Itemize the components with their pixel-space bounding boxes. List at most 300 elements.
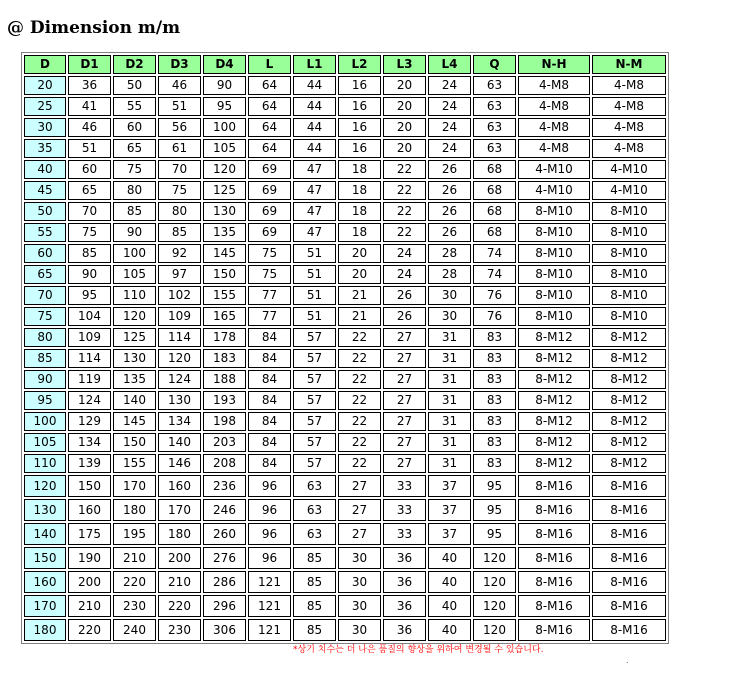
table-cell: 120	[473, 595, 516, 617]
table-cell: 36	[383, 619, 426, 641]
column-header-q: Q	[473, 55, 516, 74]
column-header-d2: D2	[113, 55, 156, 74]
table-cell: 203	[203, 433, 246, 452]
table-cell: 46	[158, 76, 201, 95]
table-cell: 120	[203, 160, 246, 179]
table-cell: 8-M16	[592, 571, 666, 593]
table-cell: 140	[113, 391, 156, 410]
table-cell: 16	[338, 76, 381, 95]
table-cell: 33	[383, 499, 426, 521]
table-cell: 8-M12	[518, 454, 590, 473]
table-cell: 24	[428, 97, 471, 116]
table-cell: 37	[428, 475, 471, 497]
table-cell: 36	[383, 547, 426, 569]
table-cell: 135	[203, 223, 246, 242]
table-cell: 63	[293, 523, 336, 545]
table-cell: 110	[113, 286, 156, 305]
table-cell: 120	[158, 349, 201, 368]
table-cell: 22	[338, 328, 381, 347]
table-cell: 8-M10	[592, 223, 666, 242]
table-cell: 8-M16	[592, 547, 666, 569]
table-cell: 100	[203, 118, 246, 137]
diameter-cell: 30	[24, 118, 66, 137]
column-header-l1: L1	[293, 55, 336, 74]
table-cell: 56	[158, 118, 201, 137]
table-cell: 84	[248, 454, 291, 473]
table-cell: 41	[68, 97, 111, 116]
diameter-cell: 120	[24, 475, 66, 497]
table-cell: 145	[203, 244, 246, 263]
diameter-cell: 65	[24, 265, 66, 284]
table-cell: 188	[203, 370, 246, 389]
table-cell: 20	[383, 139, 426, 158]
table-cell: 4-M8	[518, 76, 590, 95]
table-cell: 31	[428, 412, 471, 431]
diameter-cell: 90	[24, 370, 66, 389]
table-cell: 22	[338, 433, 381, 452]
table-cell: 220	[113, 571, 156, 593]
table-cell: 40	[428, 547, 471, 569]
table-cell: 47	[293, 181, 336, 200]
table-cell: 44	[293, 76, 336, 95]
table-cell: 57	[293, 412, 336, 431]
table-cell: 4-M8	[592, 97, 666, 116]
table-cell: 95	[203, 97, 246, 116]
table-cell: 95	[473, 499, 516, 521]
table-cell: 85	[293, 571, 336, 593]
table-cell: 51	[293, 286, 336, 305]
table-cell: 104	[68, 307, 111, 326]
table-cell: 210	[158, 571, 201, 593]
table-cell: 26	[428, 223, 471, 242]
table-cell: 85	[293, 547, 336, 569]
table-cell: 83	[473, 454, 516, 473]
table-cell: 178	[203, 328, 246, 347]
table-row	[24, 475, 666, 497]
table-cell: 24	[383, 244, 426, 263]
page-title: @ Dimension m/m	[7, 18, 181, 38]
table-cell: 8-M10	[518, 286, 590, 305]
table-cell: 20	[383, 97, 426, 116]
table-cell: 28	[428, 265, 471, 284]
table-cell: 64	[248, 139, 291, 158]
table-cell: 121	[248, 571, 291, 593]
table-cell: 77	[248, 307, 291, 326]
table-cell: 180	[113, 499, 156, 521]
table-cell: 84	[248, 391, 291, 410]
table-cell: 63	[473, 139, 516, 158]
table-cell: 57	[293, 370, 336, 389]
table-cell: 84	[248, 433, 291, 452]
diameter-cell: 170	[24, 595, 66, 617]
table-cell: 50	[113, 76, 156, 95]
table-cell: 95	[473, 475, 516, 497]
table-cell: 160	[158, 475, 201, 497]
table-row	[24, 181, 666, 200]
table-cell: 8-M10	[592, 202, 666, 221]
table-cell: 90	[203, 76, 246, 95]
table-cell: 150	[203, 265, 246, 284]
table-cell: 175	[68, 523, 111, 545]
table-cell: 20	[383, 76, 426, 95]
table-cell: 16	[338, 139, 381, 158]
table-cell: 64	[248, 97, 291, 116]
table-cell: 80	[158, 202, 201, 221]
table-cell: 74	[473, 244, 516, 263]
table-cell: 8-M10	[592, 265, 666, 284]
diameter-cell: 105	[24, 433, 66, 452]
table-cell: 57	[293, 349, 336, 368]
table-cell: 8-M12	[592, 433, 666, 452]
table-cell: 83	[473, 370, 516, 389]
table-cell: 8-M16	[518, 571, 590, 593]
table-body	[24, 76, 666, 641]
table-cell: 63	[293, 499, 336, 521]
table-cell: 8-M16	[518, 523, 590, 545]
table-cell: 22	[383, 223, 426, 242]
table-cell: 26	[428, 160, 471, 179]
table-cell: 57	[293, 454, 336, 473]
table-cell: 21	[338, 307, 381, 326]
column-header-d3: D3	[158, 55, 201, 74]
table-cell: 24	[428, 139, 471, 158]
table-cell: 170	[158, 499, 201, 521]
table-cell: 22	[383, 181, 426, 200]
table-cell: 124	[158, 370, 201, 389]
table-row	[24, 571, 666, 593]
table-cell: 165	[203, 307, 246, 326]
table-cell: 80	[113, 181, 156, 200]
table-cell: 51	[293, 265, 336, 284]
table-cell: 125	[203, 181, 246, 200]
diameter-cell: 150	[24, 547, 66, 569]
diameter-cell: 140	[24, 523, 66, 545]
table-cell: 60	[68, 160, 111, 179]
table-cell: 26	[428, 181, 471, 200]
table-cell: 8-M12	[592, 349, 666, 368]
table-cell: 68	[473, 223, 516, 242]
diameter-cell: 25	[24, 97, 66, 116]
table-cell: 85	[113, 202, 156, 221]
table-cell: 4-M8	[592, 76, 666, 95]
table-cell: 120	[113, 307, 156, 326]
table-cell: 26	[428, 202, 471, 221]
table-cell: 150	[68, 475, 111, 497]
table-row	[24, 433, 666, 452]
table-row	[24, 499, 666, 521]
table-cell: 8-M16	[518, 547, 590, 569]
table-cell: 8-M16	[592, 595, 666, 617]
diameter-cell: 75	[24, 307, 66, 326]
table-cell: 36	[68, 76, 111, 95]
table-row	[24, 412, 666, 431]
table-cell: 22	[338, 349, 381, 368]
table-cell: 47	[293, 160, 336, 179]
table-cell: 30	[428, 286, 471, 305]
table-row	[24, 202, 666, 221]
table-cell: 83	[473, 349, 516, 368]
table-cell: 145	[113, 412, 156, 431]
table-cell: 4-M8	[518, 97, 590, 116]
table-cell: 18	[338, 223, 381, 242]
table-cell: 119	[68, 370, 111, 389]
diameter-cell: 110	[24, 454, 66, 473]
disclaimer-note: *상기 치수는 더 나은 품질의 향상을 위하여 변경될 수 있습니다.	[293, 645, 544, 655]
table-cell: 30	[338, 547, 381, 569]
table-cell: 37	[428, 523, 471, 545]
table-row	[24, 244, 666, 263]
table-cell: 240	[113, 619, 156, 641]
table-cell: 51	[293, 307, 336, 326]
table-cell: 69	[248, 202, 291, 221]
table-cell: 33	[383, 475, 426, 497]
table-header-row	[24, 55, 666, 74]
column-header-l: L	[248, 55, 291, 74]
table-cell: 83	[473, 328, 516, 347]
table-cell: 134	[158, 412, 201, 431]
table-cell: 31	[428, 328, 471, 347]
column-header-l2: L2	[338, 55, 381, 74]
table-cell: 24	[428, 118, 471, 137]
table-cell: 40	[428, 619, 471, 641]
table-cell: 83	[473, 433, 516, 452]
table-cell: 84	[248, 349, 291, 368]
table-cell: 4-M10	[592, 181, 666, 200]
table-cell: 44	[293, 118, 336, 137]
diameter-cell: 55	[24, 223, 66, 242]
table-cell: 180	[158, 523, 201, 545]
table-cell: 44	[293, 139, 336, 158]
table-cell: 183	[203, 349, 246, 368]
table-cell: 26	[383, 286, 426, 305]
diameter-cell: 85	[24, 349, 66, 368]
table-cell: 135	[113, 370, 156, 389]
table-row	[24, 76, 666, 95]
table-cell: 230	[158, 619, 201, 641]
table-cell: 51	[293, 244, 336, 263]
table-cell: 70	[158, 160, 201, 179]
table-cell: 8-M10	[518, 307, 590, 326]
column-header-d4: D4	[203, 55, 246, 74]
table-cell: 47	[293, 202, 336, 221]
table-cell: 77	[248, 286, 291, 305]
table-cell: 114	[158, 328, 201, 347]
table-cell: 61	[158, 139, 201, 158]
table-cell: 8-M12	[518, 328, 590, 347]
table-cell: 69	[248, 181, 291, 200]
table-cell: 16	[338, 97, 381, 116]
table-cell: 246	[203, 499, 246, 521]
table-cell: 31	[428, 433, 471, 452]
table-cell: 64	[248, 76, 291, 95]
table-row	[24, 595, 666, 617]
table-cell: 36	[383, 571, 426, 593]
table-cell: 100	[113, 244, 156, 263]
table-cell: 130	[158, 391, 201, 410]
table-cell: 24	[383, 265, 426, 284]
table-cell: 146	[158, 454, 201, 473]
table-cell: 60	[113, 118, 156, 137]
table-cell: 8-M10	[518, 244, 590, 263]
table-cell: 200	[158, 547, 201, 569]
table-cell: 8-M10	[518, 223, 590, 242]
table-row	[24, 454, 666, 473]
table-cell: 85	[68, 244, 111, 263]
table-cell: 155	[113, 454, 156, 473]
table-cell: 84	[248, 328, 291, 347]
diameter-cell: 160	[24, 571, 66, 593]
table-cell: 65	[113, 139, 156, 158]
table-cell: 8-M10	[518, 202, 590, 221]
column-header-n-h: N-H	[518, 55, 590, 74]
table-cell: 57	[293, 433, 336, 452]
diameter-cell: 100	[24, 412, 66, 431]
table-row	[24, 223, 666, 242]
table-cell: 8-M16	[592, 523, 666, 545]
table-cell: 20	[338, 244, 381, 263]
table-cell: 8-M12	[592, 370, 666, 389]
table-cell: 64	[248, 118, 291, 137]
table-cell: 22	[383, 160, 426, 179]
table-cell: 129	[68, 412, 111, 431]
table-cell: 114	[68, 349, 111, 368]
table-cell: 96	[248, 475, 291, 497]
table-cell: 8-M10	[592, 307, 666, 326]
table-cell: 84	[248, 370, 291, 389]
table-cell: 102	[158, 286, 201, 305]
table-cell: 220	[158, 595, 201, 617]
table-cell: 139	[68, 454, 111, 473]
table-cell: 200	[68, 571, 111, 593]
table-cell: 8-M16	[518, 475, 590, 497]
table-cell: 27	[383, 433, 426, 452]
table-cell: 55	[113, 97, 156, 116]
table-cell: 286	[203, 571, 246, 593]
table-cell: 4-M10	[518, 160, 590, 179]
table-cell: 20	[338, 265, 381, 284]
table-cell: 70	[68, 202, 111, 221]
table-cell: 8-M12	[592, 328, 666, 347]
diameter-cell: 40	[24, 160, 66, 179]
table-cell: 105	[203, 139, 246, 158]
table-cell: 260	[203, 523, 246, 545]
table-cell: 22	[338, 412, 381, 431]
table-row	[24, 307, 666, 326]
table-cell: 120	[473, 619, 516, 641]
table-row	[24, 139, 666, 158]
table-cell: 76	[473, 307, 516, 326]
table-cell: 63	[473, 97, 516, 116]
table-row	[24, 160, 666, 179]
table-row	[24, 265, 666, 284]
table-cell: 150	[113, 433, 156, 452]
table-cell: 24	[428, 76, 471, 95]
table-cell: 40	[428, 595, 471, 617]
diameter-cell: 180	[24, 619, 66, 641]
diameter-cell: 130	[24, 499, 66, 521]
diameter-cell: 50	[24, 202, 66, 221]
table-cell: 33	[383, 523, 426, 545]
table-cell: 121	[248, 619, 291, 641]
table-cell: 68	[473, 202, 516, 221]
table-cell: 20	[383, 118, 426, 137]
table-row	[24, 286, 666, 305]
table-cell: 63	[293, 475, 336, 497]
table-row	[24, 97, 666, 116]
table-cell: 96	[248, 523, 291, 545]
table-cell: 63	[473, 118, 516, 137]
table-cell: 97	[158, 265, 201, 284]
table-cell: 190	[68, 547, 111, 569]
table-cell: 27	[338, 499, 381, 521]
table-cell: 75	[158, 181, 201, 200]
table-cell: 8-M12	[592, 391, 666, 410]
table-cell: 22	[338, 391, 381, 410]
table-cell: 44	[293, 97, 336, 116]
table-cell: 170	[113, 475, 156, 497]
table-cell: 8-M12	[518, 433, 590, 452]
table-cell: 31	[428, 391, 471, 410]
table-cell: 160	[68, 499, 111, 521]
table-cell: 85	[293, 595, 336, 617]
table-cell: 296	[203, 595, 246, 617]
table-cell: 236	[203, 475, 246, 497]
table-cell: 75	[113, 160, 156, 179]
diameter-cell: 60	[24, 244, 66, 263]
table-cell: 69	[248, 160, 291, 179]
table-cell: 96	[248, 499, 291, 521]
table-cell: 36	[383, 595, 426, 617]
diameter-cell: 70	[24, 286, 66, 305]
table-cell: 51	[158, 97, 201, 116]
table-cell: 31	[428, 370, 471, 389]
table-cell: 109	[158, 307, 201, 326]
table-cell: 4-M8	[518, 118, 590, 137]
table-cell: 27	[383, 454, 426, 473]
table-cell: 57	[293, 391, 336, 410]
diameter-cell: 20	[24, 76, 66, 95]
table-cell: 155	[203, 286, 246, 305]
table-cell: 90	[68, 265, 111, 284]
table-cell: 210	[113, 547, 156, 569]
table-cell: 96	[248, 547, 291, 569]
table-cell: 75	[68, 223, 111, 242]
table-cell: 210	[68, 595, 111, 617]
table-cell: 120	[473, 571, 516, 593]
table-cell: 8-M12	[592, 454, 666, 473]
table-row	[24, 370, 666, 389]
table-cell: 276	[203, 547, 246, 569]
table-cell: 83	[473, 412, 516, 431]
table-cell: 8-M16	[592, 499, 666, 521]
table-cell: 193	[203, 391, 246, 410]
table-cell: 27	[383, 370, 426, 389]
table-cell: 208	[203, 454, 246, 473]
table-cell: 95	[473, 523, 516, 545]
table-cell: 63	[473, 76, 516, 95]
table-cell: 130	[113, 349, 156, 368]
table-row	[24, 328, 666, 347]
table-cell: 18	[338, 160, 381, 179]
column-header-l4: L4	[428, 55, 471, 74]
table-cell: 125	[113, 328, 156, 347]
table-cell: 109	[68, 328, 111, 347]
table-cell: 8-M16	[592, 475, 666, 497]
table-row	[24, 349, 666, 368]
table-cell: 124	[68, 391, 111, 410]
table-cell: 8-M12	[518, 370, 590, 389]
table-cell: 28	[428, 244, 471, 263]
